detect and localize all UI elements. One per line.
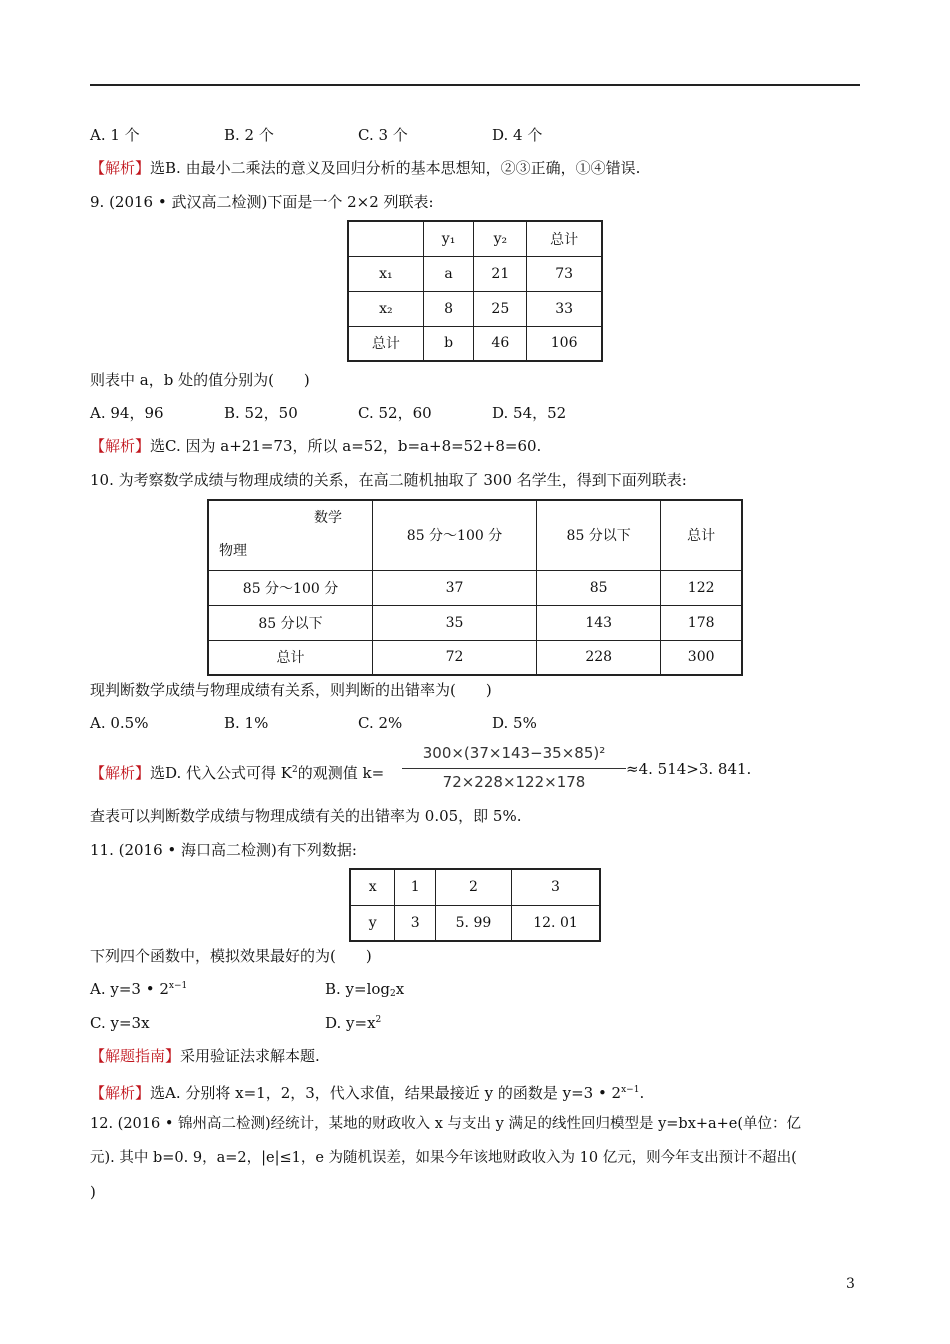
- table-cell: 5. 99: [435, 905, 511, 941]
- q8-option-a: A. 1 个: [90, 126, 140, 144]
- q9-stem: 9. (2016 • 武汉高二检测)下面是一个 2×2 列联表:: [90, 193, 434, 211]
- q10-header-cell: 85 分以下: [537, 500, 661, 570]
- table-cell: 33: [527, 291, 602, 326]
- table-cell: 12. 01: [512, 905, 601, 941]
- table-row: [348, 256, 602, 291]
- analysis-text: .: [639, 1084, 645, 1102]
- q11-option-a: [90, 980, 187, 998]
- q11-question: 下列四个函数中，模拟效果最好的为( ): [90, 947, 372, 965]
- table-cell: 1: [395, 869, 436, 905]
- option-text: A. y=3 • 2: [90, 980, 169, 998]
- analysis-text: 选B. 由最小二乘法的意义及回归分析的基本思想知，②③正确，①④错误.: [150, 159, 641, 177]
- q11-option-c: C. y=3x: [90, 1014, 150, 1032]
- guide-text: 采用验证法求解本题.: [180, 1047, 320, 1065]
- table-cell: 46: [474, 326, 527, 361]
- q10-corner-cell: [208, 500, 373, 570]
- page-number: 3: [846, 1276, 855, 1292]
- table-cell: 35: [373, 605, 537, 640]
- q11-option-b: [325, 980, 404, 999]
- q10-option-d: D. 5%: [492, 714, 537, 732]
- header-rule: [90, 84, 860, 86]
- subscript: 2: [390, 989, 396, 999]
- table-cell: 85 分～100 分: [208, 570, 373, 605]
- q11-stem: 11. (2016 • 海口高二检测)有下列数据:: [90, 841, 357, 859]
- q9-option-b: B. 52，50: [224, 404, 298, 422]
- superscript: x−1: [168, 981, 188, 991]
- analysis-text: 选D. 代入公式可得 K: [150, 764, 293, 782]
- table-cell: 73: [527, 256, 602, 291]
- superscript: x−1: [621, 1085, 640, 1095]
- table-row: [348, 291, 602, 326]
- table-row: [208, 605, 742, 640]
- table-cell: 122: [661, 570, 742, 605]
- q12-line-3: ): [90, 1183, 96, 1201]
- analysis-text: 选C. 因为 a+21=73，所以 a=52，b=a+8=52+8=60.: [150, 437, 542, 455]
- q11-table: [349, 868, 601, 942]
- q10-analysis: [90, 760, 384, 783]
- q9-header-cell: [348, 221, 423, 256]
- table-cell: a: [423, 256, 474, 291]
- table-cell: 72: [373, 640, 537, 675]
- q10-conclusion: 查表可以判断数学成绩与物理成绩有关的出错率为 0.05，即 5%.: [90, 807, 522, 825]
- table-cell: 2: [435, 869, 511, 905]
- q11-option-d: [325, 1014, 381, 1032]
- q10-question: 现判断数学成绩与物理成绩有关系，则判断的出错率为( ): [90, 681, 492, 699]
- q9-table: [347, 220, 603, 362]
- q8-option-d: D. 4 个: [492, 126, 543, 144]
- table-cell: 228: [537, 640, 661, 675]
- q10-header-cell: 总计: [661, 500, 742, 570]
- corner-label-physics: 物理: [219, 542, 247, 559]
- table-cell: 85: [537, 570, 661, 605]
- table-row: [348, 326, 602, 361]
- superscript: 2: [292, 765, 298, 775]
- table-row: [350, 869, 600, 905]
- option-text: B. y=log: [325, 980, 391, 998]
- q10-analysis-result: ≈4. 514>3. 841.: [626, 760, 752, 778]
- q10-table: [207, 499, 743, 676]
- q10-header-cell: 85 分～100 分: [373, 500, 537, 570]
- analysis-text: 选A. 分别将 x=1，2，3，代入求值，结果最接近 y 的函数是 y=3 • 2: [150, 1084, 622, 1102]
- q11-analysis: [90, 1080, 644, 1103]
- table-cell: 300: [661, 640, 742, 675]
- q10-option-b: B. 1%: [224, 714, 269, 732]
- analysis-tag: 【解析】: [90, 1084, 151, 1102]
- table-cell: 21: [474, 256, 527, 291]
- table-cell: 3: [512, 869, 601, 905]
- table-cell: 25: [474, 291, 527, 326]
- table-row: [208, 570, 742, 605]
- superscript: 2: [375, 1015, 382, 1025]
- fraction-bar: [402, 768, 626, 769]
- q10-stem: 10. 为考察数学成绩与物理成绩的关系，在高二随机抽取了 300 名学生，得到下面列联表:: [90, 471, 687, 489]
- q9-option-d: D. 54，52: [492, 404, 567, 422]
- table-cell: 106: [527, 326, 602, 361]
- table-cell: b: [423, 326, 474, 361]
- option-text: D. y=x: [325, 1014, 376, 1032]
- analysis-tag: 【解析】: [90, 437, 151, 455]
- q9-header-cell: y₂: [474, 221, 527, 256]
- analysis-tag: 【解析】: [90, 159, 151, 177]
- q9-question: 则表中 a，b 处的值分别为( ): [90, 371, 310, 389]
- table-cell: 178: [661, 605, 742, 640]
- q11-guide: [90, 1046, 320, 1066]
- analysis-text: 的观测值 k=: [297, 764, 385, 782]
- q9-option-a: A. 94，96: [90, 404, 164, 422]
- table-cell: 3: [395, 905, 436, 941]
- table-cell: 37: [373, 570, 537, 605]
- table-cell: x₁: [348, 256, 423, 291]
- q9-header-cell: 总计: [527, 221, 602, 256]
- table-cell: 总计: [208, 640, 373, 675]
- q8-option-c: C. 3 个: [358, 126, 408, 144]
- q8-analysis: [90, 158, 640, 178]
- table-cell: x: [350, 869, 395, 905]
- q9-option-c: C. 52，60: [358, 404, 432, 422]
- table-cell: 总计: [348, 326, 423, 361]
- table-cell: 8: [423, 291, 474, 326]
- formula-fraction: [402, 744, 626, 794]
- analysis-tag: 【解析】: [90, 764, 151, 782]
- q8-option-b: B. 2 个: [224, 126, 274, 144]
- q12-line-1: 12. (2016 • 锦州高二检测)经统计，某地的财政收入 x 与支出 y 满足的线性回归模型是 y=bx+a+e(单位：亿: [90, 1116, 802, 1132]
- table-row: [208, 640, 742, 675]
- fraction-numerator: 300×(37×143−35×85)²: [422, 744, 606, 762]
- table-cell: 143: [537, 605, 661, 640]
- q12-line-2: 元). 其中 b=0. 9，a=2，|e|≤1，e 为随机误差，如果今年该地财政收入为 10 亿元，则今年支出预计不超出(: [90, 1150, 797, 1166]
- guide-tag: 【解题指南】: [90, 1047, 181, 1065]
- table-cell: y: [350, 905, 395, 941]
- q9-analysis: [90, 436, 541, 456]
- q9-header-cell: y₁: [423, 221, 474, 256]
- corner-label-math: 数学: [314, 510, 343, 526]
- q10-option-c: C. 2%: [358, 714, 403, 732]
- table-cell: x₂: [348, 291, 423, 326]
- table-row: [350, 905, 600, 941]
- table-cell: 85 分以下: [208, 605, 373, 640]
- q10-option-a: A. 0.5%: [90, 714, 149, 732]
- fraction-denominator: 72×228×122×178: [442, 773, 586, 791]
- option-text: x: [395, 980, 405, 998]
